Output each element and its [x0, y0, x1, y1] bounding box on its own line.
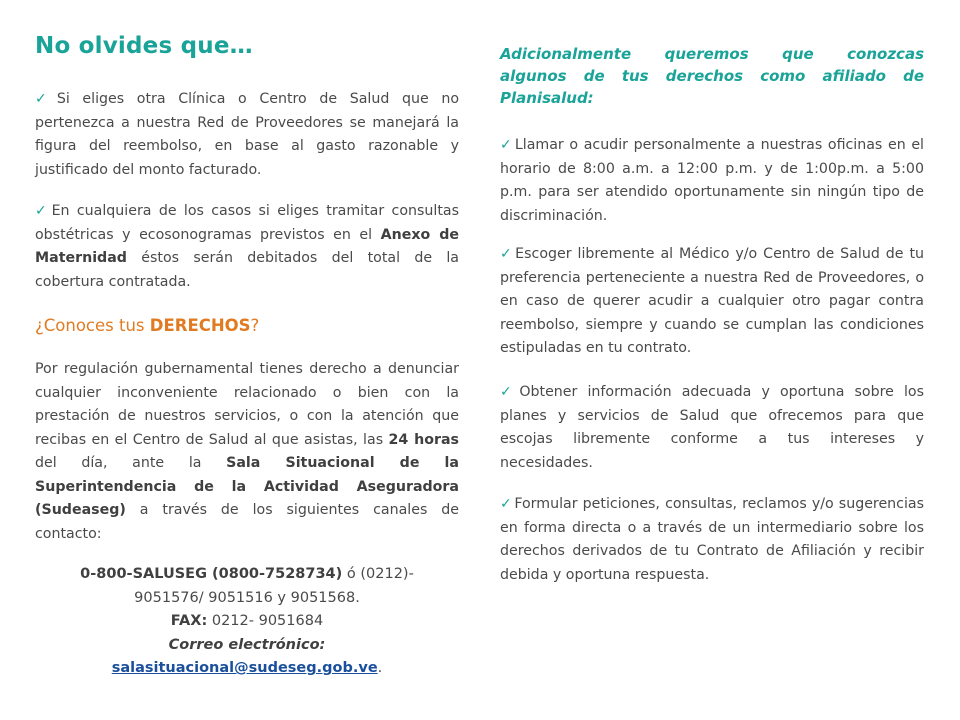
rights-intro: Adicionalmente queremos que conozcas algunos de tus derechos como afiliado de Planisalud: [500, 45, 924, 107]
check-icon: ✓ [35, 203, 50, 219]
email-link[interactable]: salasituacional@sudeseg.gob.ve [111, 660, 378, 676]
left-bullet-1 [35, 88, 459, 182]
check-icon: ✓ [500, 246, 514, 262]
check-icon: ✓ [500, 137, 513, 153]
right-bullet-4-text: Formular peticiones, consultas, reclamos y/o sugerencias en forma directa o a través de un intermediario sobre los derechos derivados de tu Contrato de Afiliación y recibir debida y oportuna respuesta. [500, 496, 924, 583]
phone-lines: 9051576/ 9051516 y 9051568. [134, 589, 360, 606]
sudeaseg-name: Sala Situacional de la Superintendencia de la Actividad Aseguradora (Sudeaseg) [35, 455, 459, 518]
right-bullet-1-text: Llamar o acudir personalmente a nuestras oficinas en el horario de 8:00 a.m. a 12:00 p.m. y de 1:00p.m. a 5:00 p.m. para ser atendido oportunamente sin ningún tipo de discriminación. [500, 137, 924, 224]
left-bullet-2: ✓ En cualquiera de los casos si eliges tramitar consultas obstétricas y ecosonogramas previstos en el Anexo de Maternidad éstos serán debitados del total de la cobertura contratada. [35, 203, 459, 290]
maternity-annex: Anexo de Maternidad [35, 226, 459, 266]
fax-label: FAX: [170, 613, 208, 629]
fax-value: 0212- 9051684 [207, 613, 324, 629]
left-title: No olvides que… [35, 33, 253, 59]
right-bullet-4 [500, 493, 924, 587]
check-icon: ✓ [500, 496, 513, 512]
rights-paragraph: Por regulación gubernamental tienes derecho a denunciar cualquier inconveniente relacionado o bien con la prestación de nuestros servicios, o con la atención que recibas en el Centro de Salud al que asistas, las 24 horas del día, ante la Sala Situacional de la Superintendencia de la Actividad Aseguradora (Sudeaseg) a través de los siguientes canales de contacto: [35, 361, 459, 542]
right-bullet-3-text: Obtener información adecuada y oportuna sobre los planes y servicios de Salud que ofrecemos para que escojas libremente conforme a tus intereses y necesidades. [500, 384, 924, 471]
right-bullet-3 [500, 381, 924, 475]
left-bullet-1-text: Si eliges otra Clínica o Centro de Salud que no pertenezca a nuestra Red de Proveedores se manejará la figura del reembolso, en base al gasto razonable y justificado del monto facturado. [35, 91, 460, 178]
right-bullet-1 [500, 134, 924, 228]
right-bullet-2-text: Escoger libremente al Médico y/o Centro de Salud de tu preferencia perteneciente a nuestra Red de Proveedores, o en caso de querer acudir a cualquier otro pagar contra reembolso, siempre y cuando se cumplan las condiciones estipuladas en tu contrato. [500, 246, 925, 356]
rights-subtitle: ¿Conoces tus DERECHOS? [35, 316, 260, 335]
check-icon: ✓ [500, 384, 518, 400]
phone-number: 0-800-SALUSEG (0800-7528734) [80, 566, 343, 582]
check-icon: ✓ [35, 91, 55, 107]
right-bullet-2 [500, 243, 924, 361]
email-label: Correo electrónico: [168, 636, 326, 653]
contact-block: 0-800-SALUSEG (0800-7528734) ó (0212)- 9051576/ 9051516 y 9051568. FAX: 0212- 9051684 Correo electrónico: salasituacional@sudeseg.gob.ve. [80, 566, 414, 676]
